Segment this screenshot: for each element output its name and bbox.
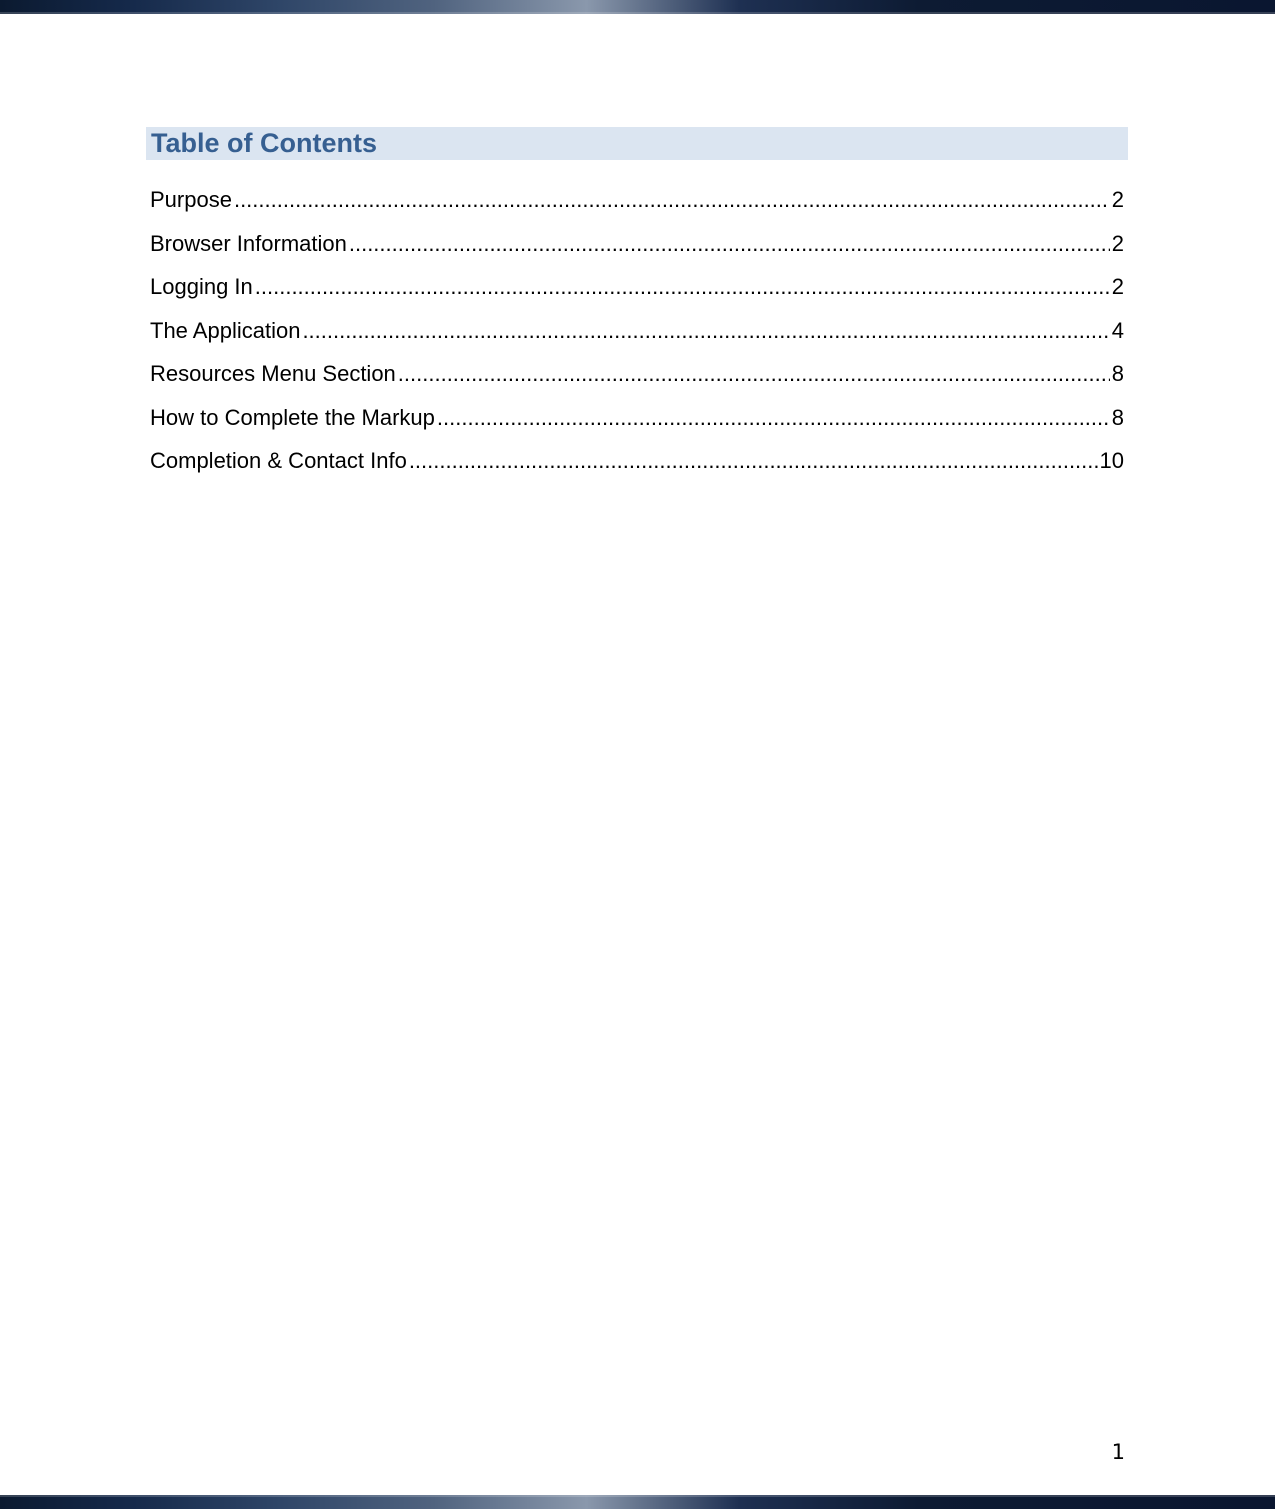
toc-entry-title: Completion & Contact Info (150, 448, 407, 473)
toc-entry-page: 2 (1111, 230, 1124, 256)
toc-entry-browser-information[interactable] (150, 222, 1124, 266)
toc-heading (146, 127, 1128, 160)
toc-entry-title: How to Complete the Markup (150, 404, 435, 430)
toc-entry-page: 10 (1099, 448, 1124, 473)
toc-entry-resources-menu-section[interactable] (150, 352, 1124, 396)
toc-entry-page: 2 (1111, 187, 1124, 212)
page-number: 1 (1111, 1440, 1125, 1464)
toc-dot-leader (398, 352, 1110, 396)
toc-dot-leader (302, 309, 1109, 353)
toc-entry-title: Logging In (150, 274, 253, 299)
toc-entry-logging-in[interactable] (150, 265, 1124, 309)
toc-entry-page: 4 (1111, 317, 1124, 343)
toc-dot-leader (437, 396, 1110, 440)
toc-entry-purpose[interactable] (150, 178, 1124, 222)
toc-entry-title: The Application (150, 317, 301, 343)
toc-entry-title: Browser Information (150, 230, 347, 256)
toc-dot-leader (255, 265, 1110, 309)
toc-list (150, 178, 1124, 483)
toc-heading-text: Table of Contents (151, 128, 377, 158)
toc-entry-how-to-complete-the-markup[interactable] (150, 396, 1124, 440)
toc-dot-leader (349, 222, 1110, 266)
toc-entry-title: Purpose (150, 187, 232, 212)
toc-entry-page: 8 (1111, 361, 1124, 386)
toc-entry-title: Resources Menu Section (150, 361, 396, 386)
toc-dot-leader (234, 178, 1110, 222)
toc-dot-leader (409, 439, 1098, 483)
header-decorative-band (0, 0, 1275, 14)
toc-entry-page: 8 (1111, 404, 1124, 430)
toc-entry-completion-contact-info[interactable] (150, 439, 1124, 483)
toc-entry-page: 2 (1111, 274, 1124, 299)
toc-entry-the-application[interactable] (150, 309, 1124, 353)
footer-decorative-band (0, 1495, 1275, 1509)
